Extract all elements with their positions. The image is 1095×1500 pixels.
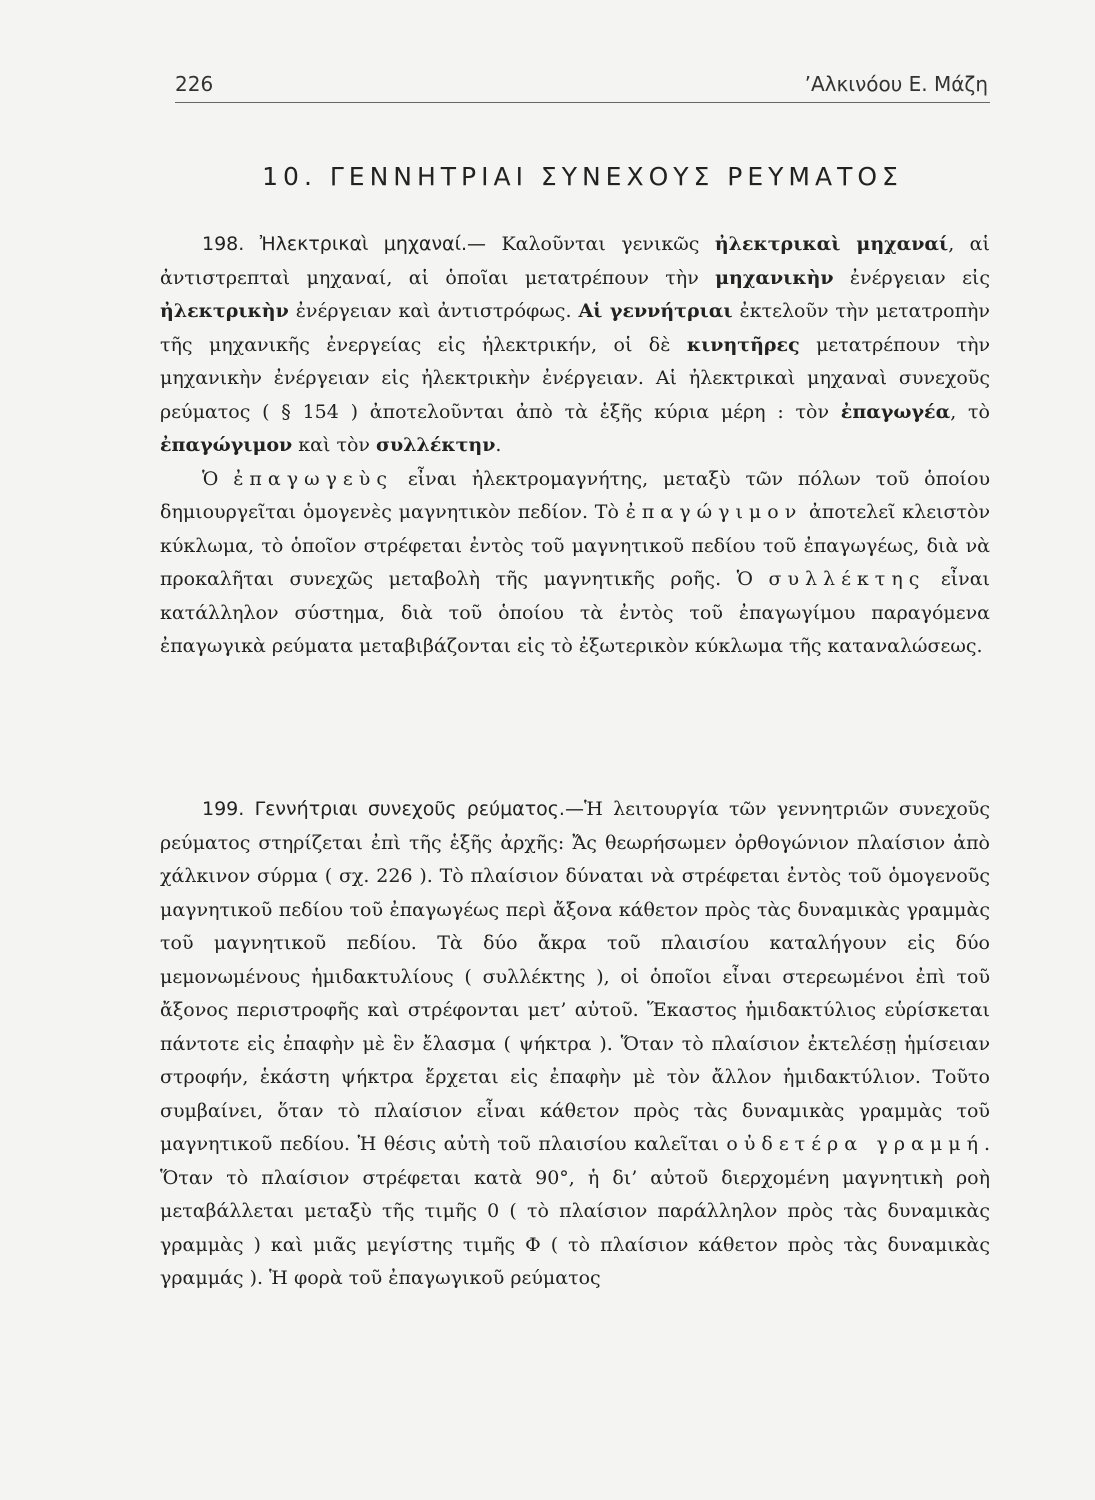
- text-run: μετατρέπουν τὴν μηχανικὴν ἐνέργειαν εἰς ἠλεκτρικὴν ἐνέργειαν. Αἱ ἠλεκτρικαὶ μηχαναὶ συνεχοῦς ρεύματος ( § 154 ) ἀποτελοῦνται ἀπὸ τὰ ἑξῆς κύρια μέρη : τὸν: [160, 333, 991, 423]
- text-run: Ὁ: [202, 467, 234, 490]
- paragraph-198: [160, 228, 990, 463]
- chapter-title: 10. ΓΕΝΝΗΤΡΙΑΙ ΣΥΝΕΧΟΥΣ ΡΕΥΜΑΤΟΣ: [262, 162, 903, 191]
- section-199: [160, 793, 990, 1296]
- text-run: ἀποτελεῖ κλειστὸν κύκλωμα, τὸ ὁποῖον στρέφεται ἐντὸς τοῦ μαγνητικοῦ πεδίου τοῦ ἐπαγωγέως, διὰ νὰ προκαλῆται συνεχῶς μεταβολὴ τῆς μαγνητικῆς ροῆς. Ὁ: [160, 501, 990, 590]
- bold-term: Αἱ γεννήτριαι: [578, 300, 733, 322]
- text-run: καὶ τὸν: [292, 434, 376, 456]
- spaced-term: οὐδετέρα γραμμή: [726, 1133, 984, 1155]
- text-run: Ἡ λειτουργία τῶν γεννητριῶν συνεχοῦς ρεύματος στηρίζεται ἐπὶ τῆς ἑξῆς ἀρχῆς: Ἄς θεωρήσωμεν ὀρθογώνιον πλαίσιον ἀπὸ χάλκινον σύρμα ( σχ. 226 ). Τὸ πλαίσιον δύναται νὰ στρέφεται ἐντὸς τοῦ ὁμογενοῦς μαγνητικοῦ πεδίου τοῦ ἐπαγωγέως περὶ ἄξονα κάθετον πρὸς τὰς δυναμικὰς γραμμὰς τοῦ μαγνητικοῦ πεδίου. Τὰ δύο ἄκρα τοῦ πλαισίου καταλήγουν εἰς δύο μεμονωμένους ἡμιδακτυλίους ( συλλέκτης ), οἱ ὁποῖοι εἶναι στερεωμένοι ἐπὶ τοῦ ἄξονος περιστροφῆς καὶ στρέφονται μετ’ αὐτοῦ. Ἕκαστος ἡμιδακτύλιος εὑρίσκεται πάντοτε εἰς ἐπαφὴν μὲ ἓν ἔλασμα ( ψήκτρα ). Ὅταν τὸ πλαίσιον ἐκτελέσῃ ἡμίσειαν στροφήν, ἑκάστη ψήκτρα ἔρχεται εἰς ἐπαφὴν μὲ τὸν ἄλλον ἡμιδακτύλιον. Τοῦτο συμβαίνει, ὅταν τὸ πλαίσιον εἶναι κάθετον πρὸς τὰς δυναμικὰς γραμμὰς τοῦ μαγνητικοῦ πεδίου. Ἡ θέσις αὐτὴ τοῦ πλαισίου καλεῖται: [160, 798, 990, 1155]
- paragraph-components: [160, 463, 990, 664]
- section-number: 198.: [202, 233, 245, 255]
- text-run: . Ὅταν τὸ πλαίσιον στρέφεται κατὰ 90°, ἡ δι’ αὐτοῦ διερχομένη μαγνητικὴ ροὴ μεταβάλλεται μεταξὺ τῆς τιμῆς 0 ( τὸ πλαίσιον παράλληλον πρὸς τὰς δυναμικὰς γραμμὰς ) καὶ μιᾶς μεγίστης τιμῆς Φ ( τὸ πλαίσιον κάθετον πρὸς τὰς δυναμικὰς γραμμάς ). Ἡ φορὰ τοῦ ἐπαγωγικοῦ ρεύματος: [160, 1133, 990, 1289]
- bold-term: ἠλεκτρικὴν: [160, 300, 289, 322]
- bold-term: συλλέκτην: [376, 434, 496, 456]
- bold-term: ἐπαγωγέα: [840, 400, 951, 423]
- spaced-term: ἐπαγωγεὺς: [233, 467, 393, 490]
- section-198: [160, 228, 990, 664]
- section-title: Γεννήτριαι συνεχοῦς ρεύματος.—: [254, 798, 584, 820]
- text-run: ἐκτελοῦν τὴν μετατροπὴν τῆς μηχανικῆς ἐνεργείας εἰς ἠλεκτρικήν, οἱ δὲ: [160, 300, 990, 356]
- text-run: εἶναι κατάλληλον σύστημα, διὰ τοῦ ὁποίου τὰ ἐντὸς τοῦ ἐπαγωγίμου παραγόμενα ἐπαγωγικὰ ρεύματα μεταβιβάζονται εἰς τὸ ἐξωτερικὸν κύκλωμα τῆς καταναλώσεως.: [160, 568, 990, 657]
- section-number: 199.: [202, 798, 245, 820]
- text-run: Καλοῦνται γενικῶς: [486, 233, 715, 255]
- text-run: ἐνέργειαν καὶ ἀντιστρόφως.: [288, 300, 579, 322]
- text-run: , αἱ ἀντιστρεπταὶ μηχαναί, αἱ ὁποῖαι μετατρέπουν τὴν: [160, 233, 990, 289]
- paragraph-199: [160, 793, 990, 1296]
- text-run: ἐνέργειαν εἰς: [833, 266, 990, 289]
- spaced-term: ἐπαγώγιμον: [625, 501, 803, 523]
- running-header: [175, 72, 990, 103]
- text-run: .: [495, 434, 502, 456]
- text-run: , τὸ: [950, 400, 990, 423]
- running-author: ’Αλκινόου Ε. Μάζη: [804, 72, 988, 96]
- bold-term: ἐπαγώγιμον: [160, 434, 293, 456]
- text-run: εἶναι ἠλεκτρομαγνήτης, μεταξὺ τῶν πόλων τοῦ ὁποίου δημιουργεῖται ὁμογενὲς μαγνητικὸν πεδίον. Τὸ: [160, 467, 990, 523]
- bold-term: ἠλεκτρικαὶ μηχαναί: [714, 233, 949, 255]
- bold-term: κινητῆρες: [686, 333, 800, 356]
- bold-term: μηχανικὴν: [715, 266, 834, 289]
- section-title: Ἠλεκτρικαὶ μηχαναί.—: [259, 233, 487, 255]
- spaced-term: συλλέκτης: [768, 568, 926, 590]
- page-number: 226: [175, 72, 214, 96]
